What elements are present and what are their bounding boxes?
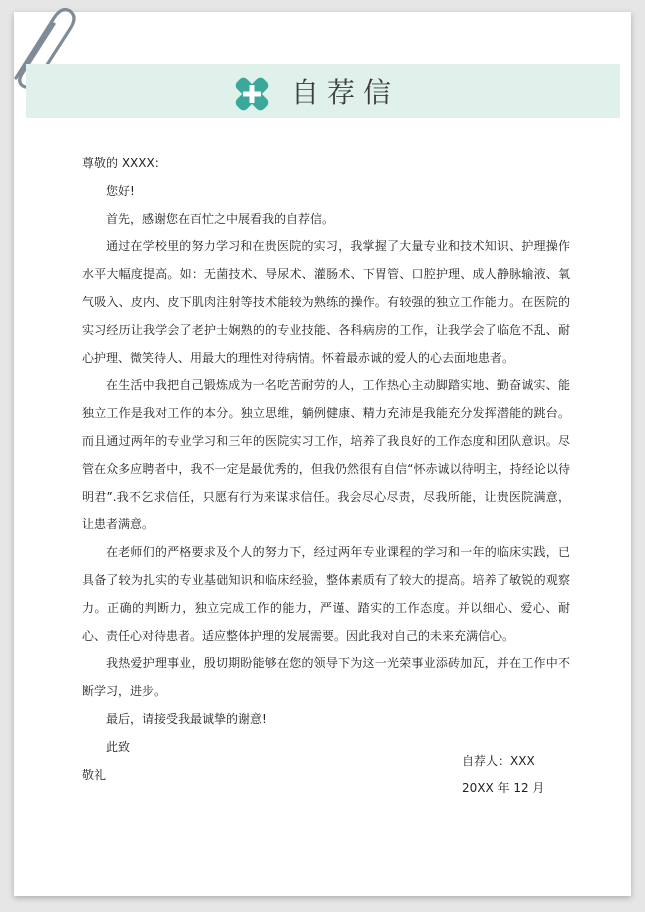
- greeting: 您好!: [106, 183, 135, 198]
- closing-2: 敬礼: [82, 767, 107, 782]
- paragraph-5: 我热爱护理事业，殷切期盼能够在您的领导下为这一光荣事业添砖加瓦，并在工作中不断学习，进步。: [82, 656, 570, 699]
- paragraph-1: 首先，感谢您在百忙之中展看我的自荐信。: [106, 211, 335, 226]
- letter-body: [82, 150, 570, 789]
- medical-cross-icon: [232, 74, 272, 114]
- paragraph-4: 在老师们的严格要求及个人的努力下，经过两年专业课程的学习和一年的临床实践，已具备了较为扎实的专业基础知识和临床经验，整体素质有了较大的提高。培养了敏锐的观察力。正确的判断力，独立完成工作的能力，严谨、踏实的工作态度。并以细心、爱心、耐心、责任心对待患者。适应整体护理的发展需要。因此我对自己的未来充满信心。: [82, 545, 570, 643]
- salutation: 尊敬的 XXXX:: [82, 156, 159, 170]
- date: 20XX 年 12 月: [462, 781, 545, 795]
- page-title: 自荐信: [291, 76, 400, 109]
- paragraph-2: 通过在学校里的努力学习和在贵医院的实习，我掌握了大量专业和技术知识、护理操作水平大幅度提高。如：无菌技术、导尿术、灌肠术、下胃管、口腔护理、成人静脉输液、氧气吸入、皮内、皮下肌肉注射等技术能较为熟练的操作。有较强的独立工作能力。在医院的实习经历让我学会了老护士娴熟的的专业技能、各科病房的工作，让我学会了临危不乱、耐心护理、微笑待人、用最大的理性对待病情。怀着最赤诚的爱人的心去面地患者。: [82, 239, 570, 365]
- paragraph-3: 在生活中我把自己锻炼成为一名吃苦耐劳的人，工作热心主动脚踏实地、勤奋诚实、能独立工作是我对工作的本分。独立思维，躺例健康、精力充沛是我能充分发挥潜能的跳台。而且通过两年的专业学习和三年的医院实习工作，培养了我良好的工作态度和团队意识。尽管在众多应聘者中，我不一定是最优秀的，但我仍然很有自信“怀赤诚以待明主，持经论以待明君”.我不乞求信任，只愿有行为来谋求信任。我会尽心尽责，尽我所能，让贵医院满意，让患者满意。: [82, 378, 570, 532]
- paragraph-6: 最后，请接受我最诚挚的谢意!: [106, 711, 267, 726]
- signer: 自荐人：XXX: [462, 754, 535, 768]
- closing-1: 此致: [106, 739, 131, 754]
